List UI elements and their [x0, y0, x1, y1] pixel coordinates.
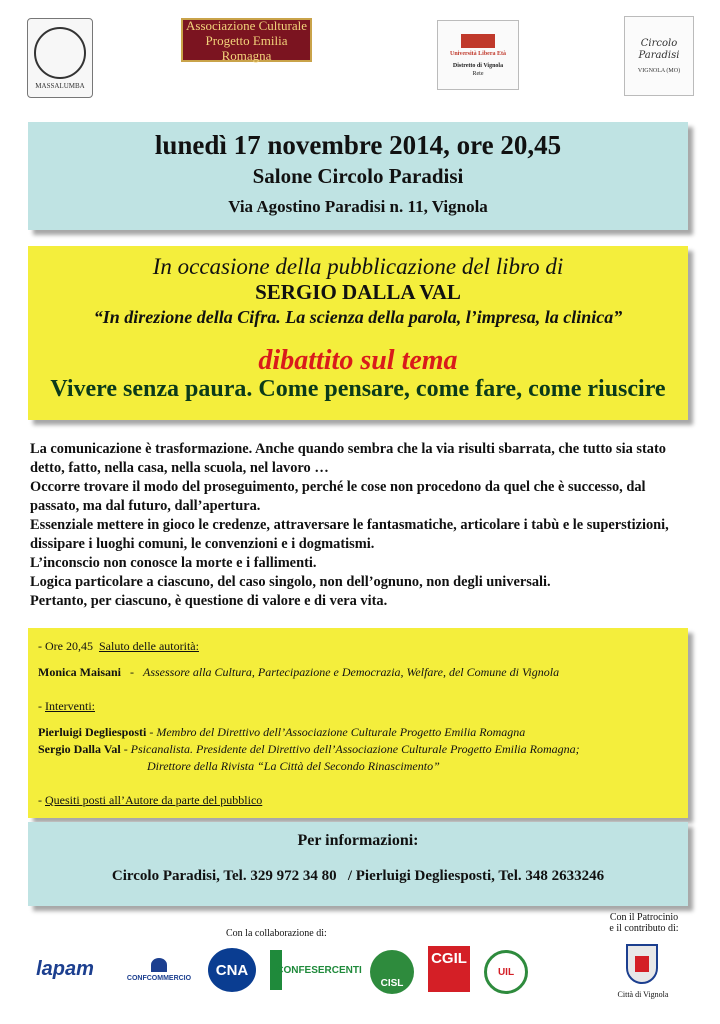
speaker3-row: [38, 741, 580, 758]
speaker1-name: Monica Maisani: [38, 665, 121, 679]
univ-logo-line3: Rete: [472, 71, 484, 77]
univ-logo-line1: Università Libera Età: [450, 51, 506, 57]
questions-prefix: -: [38, 793, 42, 807]
patronage-line2: e il contributo di:: [609, 923, 679, 934]
cisl-logo-text: CISL: [380, 978, 404, 989]
speaker3-role: - Psicanalista. Presidente del Direttivo dell’Associazione Culturale Progetto Emilia Romagna;: [123, 742, 580, 756]
speaker2-role: - Membro del Direttivo dell’Associazione Culturale Progetto Emilia Romagna: [149, 725, 526, 739]
description-text: [30, 440, 696, 611]
patronage-line1: Con il Patrocinio: [609, 912, 679, 923]
book-icon: [461, 34, 495, 48]
debate-label: dibattito sul tema: [258, 345, 458, 376]
greeting-row: [38, 638, 199, 655]
event-info-panel: [28, 122, 688, 230]
description-line: passato, ma dal futuro, dall’apertura.: [30, 498, 261, 514]
interventions-row: [38, 698, 95, 715]
speaker3-role-cont: Direttore della Rivista “La Città del Secondo Rinascimento”: [147, 759, 440, 773]
confesercenti-logo: [270, 950, 362, 990]
universita-libera-eta-logo: [437, 20, 519, 90]
description-line: dissipare i luoghi comuni, le convenzioni e i dogmatismi.: [30, 536, 375, 552]
description-line: L’inconscio non conosce la morte e i fallimenti.: [30, 555, 317, 571]
circolo-logo-line1: Circolo: [640, 38, 678, 49]
speaker3-name: Sergio Dalla Val: [38, 742, 121, 756]
speaker1-sep: -: [130, 665, 134, 679]
info-title: Per informazioni:: [297, 832, 419, 849]
contact-info-panel: [28, 822, 688, 906]
speaker2-name: Pierluigi Degliesposti: [38, 725, 147, 739]
rooster-icon: [34, 27, 86, 79]
description-line: La comunicazione è trasformazione. Anche quando sembra che la via risulti sbarrata, che tutto sia stato: [30, 441, 666, 457]
cna-logo: [208, 948, 256, 992]
book-title: “In direzione della Cifra. La scienza della parola, l’impresa, la clinica”: [93, 307, 623, 327]
massalumba-seal-logo: [27, 18, 93, 98]
event-date: lunedì 17 novembre 2014, ore 20,45: [154, 130, 562, 160]
eagle-icon: [151, 958, 167, 972]
cna-logo-text: CNA: [215, 961, 249, 979]
confesercenti-logo-text: CONFESERCENTI: [276, 964, 362, 976]
seal-text: MASSALUMBA: [35, 81, 85, 90]
cgil-logo: [428, 946, 470, 992]
greeting-label: Saluto delle autorità:: [98, 639, 199, 653]
uil-logo: [484, 950, 528, 994]
debate-theme: Vivere senza paura. Come pensare, come fare, come riuscire: [50, 376, 666, 402]
event-address: Via Agostino Paradisi n. 11, Vignola: [228, 197, 488, 216]
circolo-logo-line2: Paradisi: [638, 50, 680, 61]
assoc-logo-line2: Progetto Emilia Romagna: [205, 32, 288, 63]
confcommercio-logo: [120, 952, 198, 988]
greeting-time: - Ore 20,45: [38, 639, 93, 653]
speaker2-row: [38, 724, 525, 741]
coat-of-arms-tower-icon: [635, 956, 649, 972]
confcommercio-logo-text: CONFCOMMERCIO: [126, 975, 192, 982]
info-contacts: Circolo Paradisi, Tel. 329 972 34 80 / Pierluigi Degliesposti, Tel. 348 2633246: [111, 868, 605, 884]
city-label: Città di Vignola: [617, 990, 669, 999]
questions-row: [38, 792, 262, 809]
uil-logo-text: UIL: [497, 966, 515, 978]
book-panel: [28, 246, 688, 420]
interventions-label: Interventi:: [45, 699, 95, 713]
program-panel: [28, 628, 688, 818]
cgil-logo-text: CGIL: [431, 950, 467, 967]
description-line: Occorre trovare il modo del proseguimento, perché le cose non procedono da quel che è successo, dal: [30, 479, 646, 495]
book-author: SERGIO DALLA VAL: [255, 280, 461, 304]
univ-logo-line2: Distretto di Vignola: [452, 63, 504, 69]
lapam-logo: [28, 950, 102, 988]
event-venue: Salone Circolo Paradisi: [252, 164, 464, 188]
description-line: Pertanto, per ciascuno, è questione di valore e di vera vita.: [30, 593, 388, 609]
description-line: Essenziale mettere in gioco le credenze, attraversare le fantasmatiche, articolare i tabù e le superstizioni,: [30, 517, 669, 533]
circolo-logo-line3: VIGNOLA (MO): [637, 68, 681, 74]
speaker1-row: [38, 664, 559, 681]
description-line: detto, fatto, nella casa, nella scuola, nel lavoro …: [30, 460, 329, 476]
book-occasion: In occasione della pubblicazione del libro di: [152, 254, 564, 279]
vignola-coat-of-arms-icon: [626, 944, 658, 984]
questions-label: Quesiti posti all’Autore da parte del pubblico: [45, 793, 263, 807]
interventions-prefix: -: [38, 699, 42, 713]
cisl-logo: [370, 950, 414, 994]
speaker1-role: Assessore alla Cultura, Partecipazione e Democrazia, Welfare, del Comune di Vignola: [143, 665, 560, 679]
associazione-culturale-logo: [181, 18, 312, 62]
description-line: Logica particolare a ciascuno, del caso singolo, non dell’ognuno, non degli universali.: [30, 574, 551, 590]
assoc-logo-line1: Associazione Culturale: [186, 17, 307, 33]
collaboration-label: Con la collaborazione di:: [226, 928, 327, 939]
patronage-label: [600, 912, 688, 934]
lapam-logo-text: lapam: [36, 957, 94, 980]
circolo-paradisi-logo: [624, 16, 694, 96]
